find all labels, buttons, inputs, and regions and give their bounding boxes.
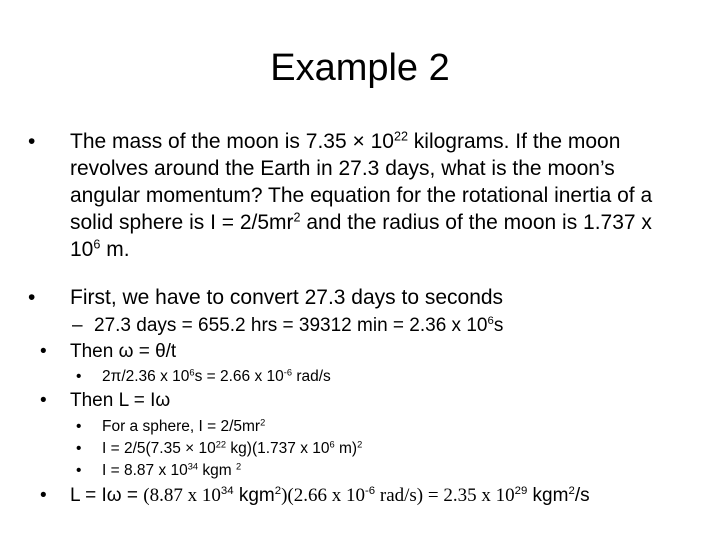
step1-sub-part: 27.3 days = 655.2 hrs = 39312 min = 2.36 x 10 xyxy=(94,315,488,336)
step3-sub2-text xyxy=(102,438,362,459)
step2-sub xyxy=(76,366,676,387)
superscript: 22 xyxy=(215,439,227,450)
final-part: rad/s) = 2.35 x 10 xyxy=(375,485,515,506)
problem-bullet xyxy=(28,128,688,268)
superscript: 2 xyxy=(260,417,266,428)
bullet-glyph: • xyxy=(40,485,47,506)
step1-sub-part: s xyxy=(493,315,504,336)
bullet-glyph: • xyxy=(76,440,82,457)
step2-text: Then ω = θ/t xyxy=(70,341,177,362)
step3-sub1-part: For a sphere, I = 2/5mr xyxy=(102,418,261,435)
final-part: /s xyxy=(574,485,590,506)
problem-text-part: m. xyxy=(100,238,130,261)
bullet-glyph: • xyxy=(28,130,36,153)
bullet-glyph: • xyxy=(76,418,82,435)
superscript: 22 xyxy=(393,129,408,144)
step1-sub xyxy=(72,314,672,338)
step3-sub1 xyxy=(76,416,676,437)
bullet-glyph: • xyxy=(40,341,47,362)
step1-text: First, we have to convert 27.3 days to seconds xyxy=(70,286,504,309)
step2-sub-text xyxy=(102,366,331,387)
step3-bullet xyxy=(40,389,640,413)
bullet-glyph: • xyxy=(40,390,47,411)
step3-sub3 xyxy=(76,460,676,481)
step3-sub2-part: kg)(1.737 x 10 xyxy=(226,440,330,457)
superscript: 34 xyxy=(187,461,199,472)
final-text xyxy=(70,484,590,508)
step3-text: Then L = Iω xyxy=(70,390,171,411)
step2-sub-part: s = 2.66 x 10 xyxy=(194,368,284,385)
step3-sub2-part: I = 2/5(7.35 × 10 xyxy=(102,440,216,457)
step3-sub3-text xyxy=(102,460,241,481)
superscript: 2 xyxy=(293,210,301,225)
final-part: L = Iω = xyxy=(70,485,144,506)
step3-sub3-part: kgm xyxy=(198,462,236,479)
step2-sub-part: 2π/2.36 x 10 xyxy=(102,368,190,385)
final-bullet xyxy=(40,484,700,510)
problem-text-part: The mass of the moon is 7.35 × 10 xyxy=(70,130,394,153)
superscript: 2 xyxy=(274,485,282,498)
final-part: kgm xyxy=(527,485,569,506)
bullet-glyph: • xyxy=(28,286,36,309)
step3-sub2-part: m) xyxy=(334,440,358,457)
final-part: (8.87 x 10 xyxy=(143,485,221,506)
slide-title: Example 2 xyxy=(270,47,450,89)
step2-bullet xyxy=(40,340,640,364)
step3-sub1-text xyxy=(102,416,265,437)
bullet-glyph: • xyxy=(76,368,82,385)
step1-sub-text xyxy=(94,314,503,338)
problem-text xyxy=(70,128,688,263)
problem-text-part: and the radius of the moon is 1.737 x 10 xyxy=(70,211,652,261)
final-part: )(2.66 x 10 xyxy=(281,485,365,506)
step1-bullet xyxy=(28,284,688,312)
step2-sub-part: rad/s xyxy=(292,368,331,385)
final-part: kgm xyxy=(233,485,275,506)
superscript: 34 xyxy=(220,485,234,498)
dash-glyph: – xyxy=(72,315,83,336)
superscript: 6 xyxy=(93,237,101,252)
step3-sub2 xyxy=(76,438,676,459)
superscript: 29 xyxy=(514,485,528,498)
superscript: 2 xyxy=(568,485,575,498)
superscript: 2 xyxy=(357,439,363,450)
superscript: -6 xyxy=(364,485,376,498)
bullet-glyph: • xyxy=(76,462,82,479)
superscript: 6 xyxy=(189,367,195,378)
superscript: 2 xyxy=(236,461,242,472)
superscript: 6 xyxy=(329,439,335,450)
step3-sub3-part: I = 8.87 x 10 xyxy=(102,462,188,479)
superscript: 6 xyxy=(487,315,494,328)
superscript: -6 xyxy=(283,367,293,378)
problem-text-part: kilograms. If the moon revolves around the Earth in 27.3 days, what is the moon’s angular momentum? The equation for the rotational inertia of a solid sphere is I = 2/5mr xyxy=(70,130,653,234)
